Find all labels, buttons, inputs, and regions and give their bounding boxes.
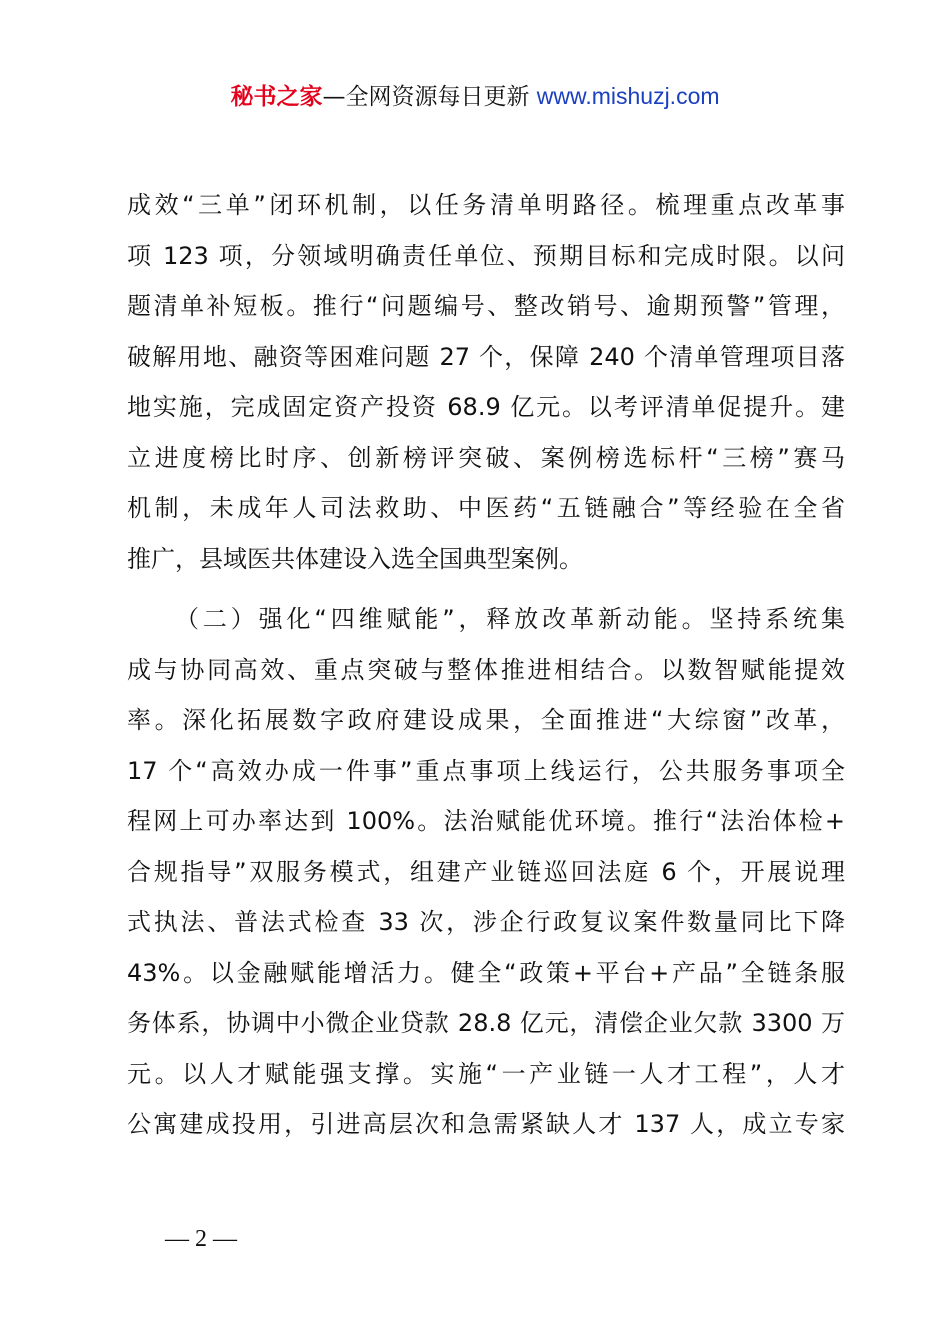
text-line: 立进度榜比时序、创新榜评突破、案例榜选标杆“三榜”赛马 bbox=[127, 443, 845, 472]
text-line: 元。以人才赋能强支撑。实施“一产业链一人才工程”，人才 bbox=[127, 1059, 845, 1088]
text-line: 合规指导”双服务模式，组建产业链巡回法庭 6 个，开展说理 bbox=[127, 857, 845, 886]
text-line: 式执法、普法式检查 33 次，涉企行政复议案件数量同比下降 bbox=[127, 908, 845, 936]
document-body bbox=[127, 180, 845, 1150]
text-line: 务体系，协调中小微企业贷款 28.8 亿元，清偿企业欠款 3300 万 bbox=[127, 1009, 845, 1037]
text-line: （二）强化“四维赋能”，释放改革新动能。坚持系统集 bbox=[175, 605, 845, 633]
text-line: 机制，未成年人司法救助、中医药“五链融合”等经验在全省 bbox=[127, 494, 845, 522]
brand-name: 秘书之家 bbox=[230, 84, 323, 110]
page-number: — 2 — bbox=[165, 1226, 237, 1252]
text-line: 项 123 项，分领域明确责任单位、预期目标和完成时限。以问 bbox=[127, 241, 845, 270]
text-line: 公寓建成投用，引进高层次和急需紧缺人才 137 人，成立专家 bbox=[127, 1110, 845, 1138]
header-tagline: —全网资源每日更新 bbox=[322, 84, 530, 110]
site-header bbox=[0, 80, 950, 113]
text-line: 地实施，完成固定资产投资 68.9 亿元。以考评清单促提升。建 bbox=[127, 393, 845, 421]
text-line: 破解用地、融资等困难问题 27 个，保障 240 个清单管理项目落 bbox=[127, 342, 845, 371]
text-line: 成效“三单”闭环机制，以任务清单明路径。梳理重点改革事 bbox=[127, 191, 845, 219]
paragraph-1 bbox=[127, 180, 845, 584]
text-line: 成与协同高效、重点突破与整体推进相结合。以数智赋能提效 bbox=[127, 655, 845, 684]
text-line: 43%。以金融赋能增活力。健全“政策+平台+产品”全链条服 bbox=[127, 958, 845, 987]
site-url[interactable]: www.mishuzj.com bbox=[536, 83, 720, 109]
paragraph-spacer bbox=[127, 584, 845, 594]
text-line: 推广，县域医共体建设入选全国典型案例。 bbox=[127, 544, 583, 573]
text-line: 17 个“高效办成一件事”重点事项上线运行，公共服务事项全 bbox=[127, 756, 845, 785]
text-line: 程网上可办率达到 100%。法治赋能优环境。推行“法治体检+ bbox=[127, 807, 845, 835]
text-line: 题清单补短板。推行“问题编号、整改销号、逾期预警”管理， bbox=[127, 292, 845, 320]
text-line: 率。深化拓展数字政府建设成果，全面推进“大综窗”改革， bbox=[127, 706, 845, 734]
paragraph-2 bbox=[127, 594, 845, 1150]
